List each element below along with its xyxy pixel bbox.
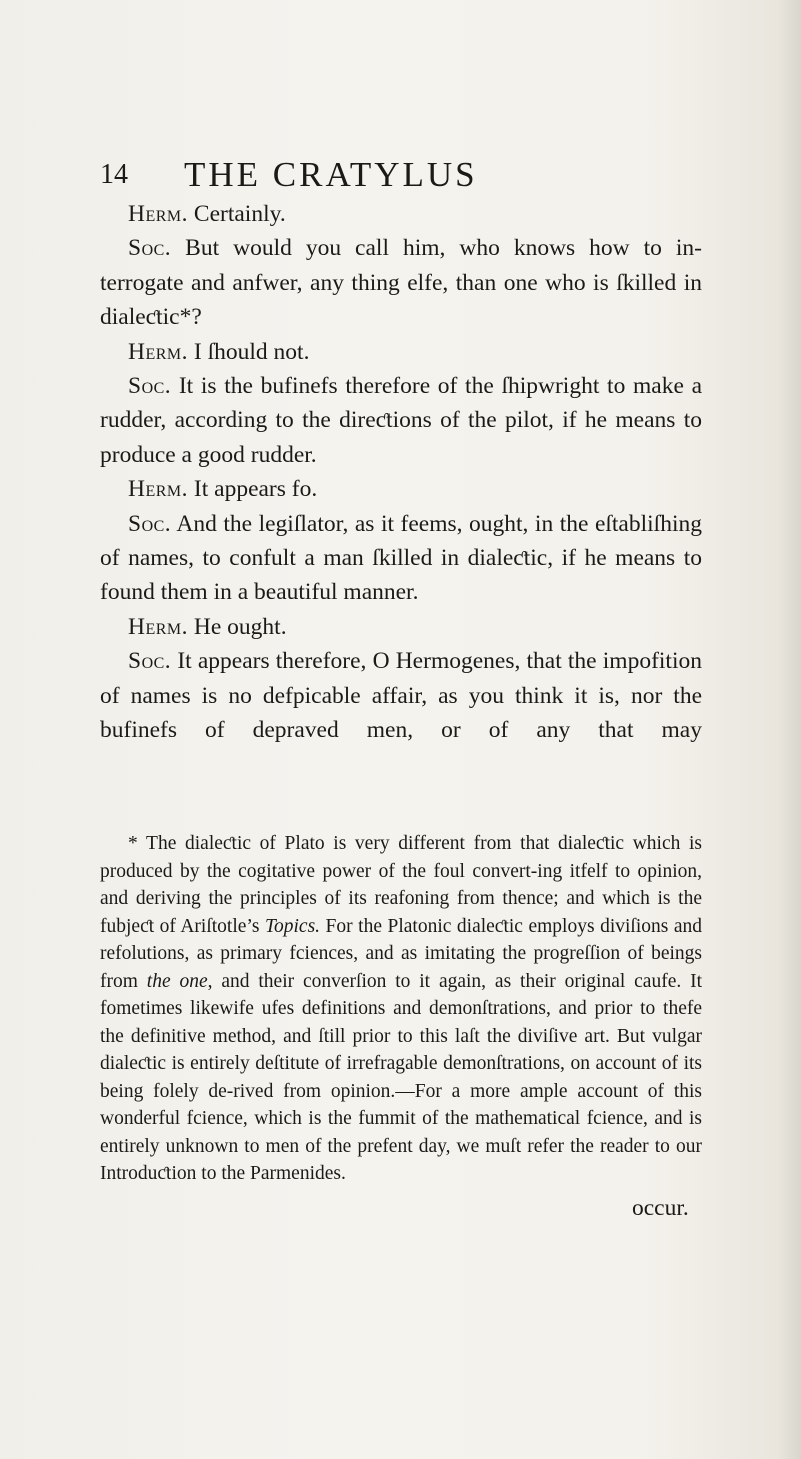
footnote-text: For the Platonic dialeƈtic employs diviſions and refolutions, as primary fciences, and as imitating the progreſſion of beings from bbox=[100, 915, 702, 992]
speech-paragraph bbox=[100, 507, 702, 610]
speaker-label: Herm. bbox=[128, 613, 189, 640]
speech-text: Certainly. bbox=[193, 201, 286, 227]
speech-paragraph bbox=[100, 472, 702, 506]
speaker-label: Soc. bbox=[128, 235, 172, 262]
speech-text: He ought. bbox=[193, 613, 287, 640]
speech-text: But would you call him, who knows how to in-terrogate and anfwer, any thing elfe, than one who is ſkilled in dialeƈtic*? bbox=[100, 235, 702, 331]
speech-text: And the legiſlator, as it feems, ought, in the eſtabliſhing of names, to confult a man ſkilled in dialeƈtic, if he means to found them in a beautiful manner. bbox=[100, 510, 702, 606]
footnote bbox=[100, 830, 702, 1188]
speaker-label: Herm. bbox=[128, 201, 189, 227]
page-header bbox=[100, 155, 720, 195]
speech-text: It appears therefore, O Hermogenes, that the impofition of names is no defpicable affair, as you think it is, nor the bufinefs of depraved men, or of any that may bbox=[100, 648, 702, 744]
speaker-label: Herm. bbox=[128, 476, 189, 503]
footnote-marker: * bbox=[128, 833, 138, 854]
page-number: 14 bbox=[100, 159, 128, 190]
speech-paragraph bbox=[100, 644, 702, 747]
speech-text: I ſhould not. bbox=[193, 338, 310, 365]
speech-paragraph bbox=[100, 610, 702, 644]
speaker-label: Soc. bbox=[128, 373, 172, 400]
footnote-text: The dialeƈtic of Plato is very different from that dialeƈtic which is produced by the cogitative power of the foul convert-ing itfelf to opinion, and deriving the principles of its reafoning from thence; and which is the fubjeƈt of Ariſtotle’s bbox=[100, 833, 703, 937]
speech-paragraph bbox=[100, 369, 702, 472]
speech-paragraph bbox=[100, 197, 702, 231]
catchword: occur. bbox=[632, 1195, 689, 1221]
speaker-label: Soc. bbox=[128, 648, 172, 675]
footnote-italic-topics: Topics. bbox=[264, 915, 321, 937]
running-title: THE CRATYLUS bbox=[184, 155, 478, 194]
speech-paragraph bbox=[100, 231, 702, 334]
speech-text: It appears fo. bbox=[193, 476, 318, 503]
speaker-label: Soc. bbox=[128, 510, 172, 537]
dialogue-text bbox=[100, 197, 702, 748]
speech-text: It is the bufinefs therefore of the ſhipwright to make a rudder, according to the direƈtions of the pilot, if he means to produce a good rudder. bbox=[100, 373, 703, 468]
speaker-label: Herm. bbox=[128, 338, 189, 365]
footnote-italic-the-one: the one bbox=[146, 970, 208, 992]
speech-paragraph bbox=[100, 335, 702, 369]
footnote-text: , and their converſion to it again, as their original caufe. It fometimes likewife ufes definitions and demonſtrations, and prior to thefe the definitive method, and ſtill prior to this laſt the diviſive art. But vulgar dialeƈtic is entirely deſtitute of irrefragable demonſtrations, on account of its being folely de-rived from opinion.—For a more ample account of this wonderful fcience, which is the fummit of the mathematical fcience, and is entirely unknown to men of the prefent day, we muſt refer the reader to our Introduƈtion to the Parmenides. bbox=[100, 970, 703, 1184]
